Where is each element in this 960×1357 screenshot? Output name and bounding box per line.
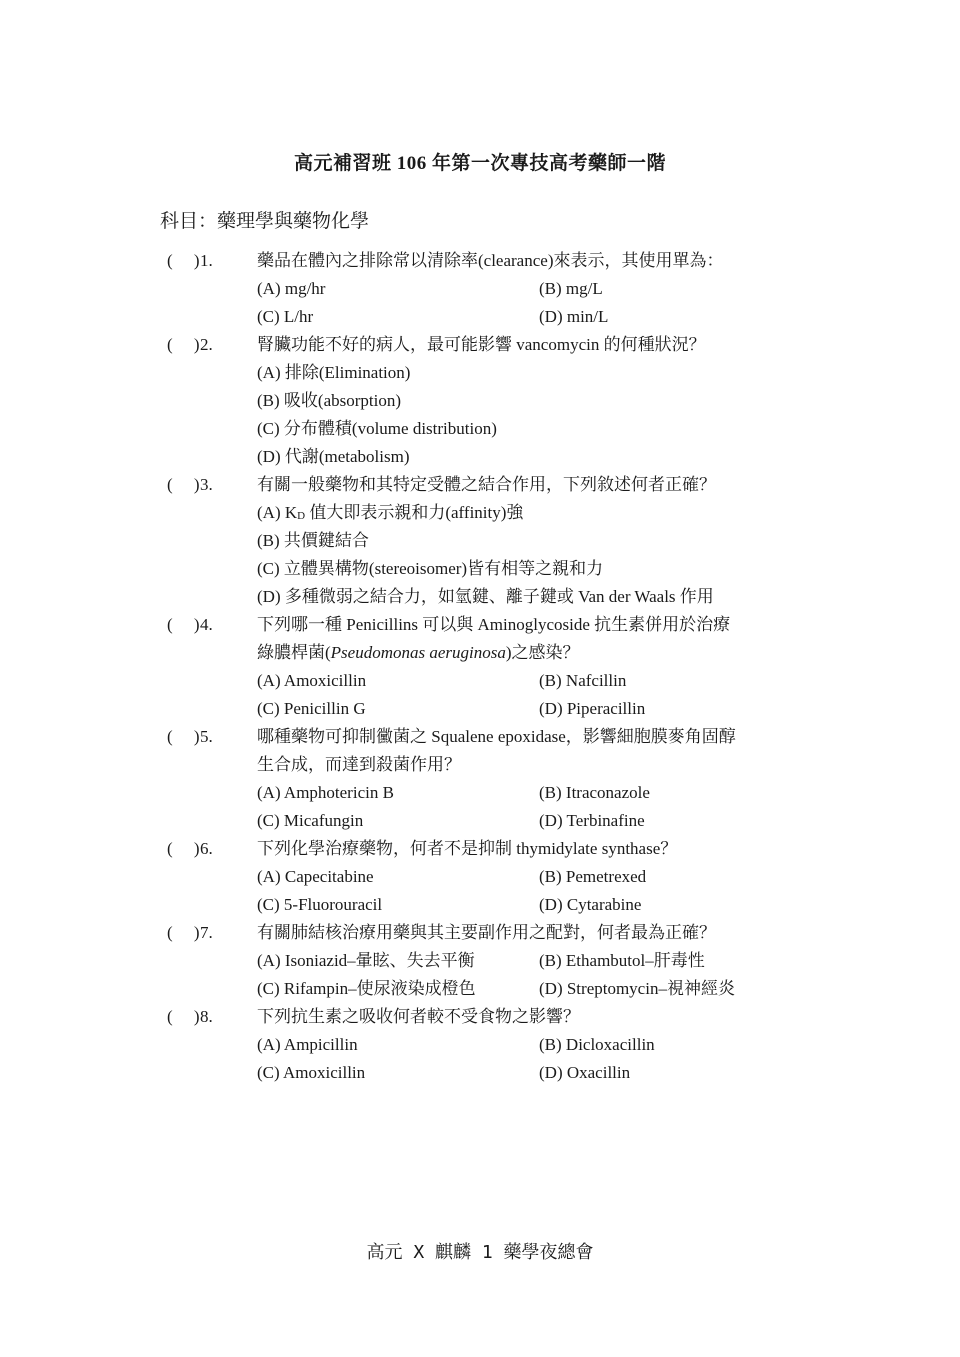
option-c: (C) Penicillin G [257,699,366,718]
option-a: (A) mg/hr [257,279,326,298]
answer-blank[interactable]: ( ) [167,923,200,942]
question-stem: 下列哪一種 Penicillins 可以與 Aminoglycoside 抗生素併用於治療 [257,615,731,634]
question-number: 4. [200,615,213,634]
option-a: (A) Amoxicillin [257,671,367,690]
question-stem: 哪種藥物可抑制黴菌之 Squalene epoxidase，影響細胞膜麥角固醇 [257,727,736,746]
option-d: (D) Terbinafine [539,811,645,830]
option-d: (D) Oxacillin [539,1063,631,1082]
option-d: (D) Cytarabine [539,895,642,914]
question-7 [0,919,960,1003]
question-4 [0,611,960,723]
question-number: 5. [200,727,213,746]
option-a: (A) Isoniazid–暈眩、失去平衡 [257,951,475,970]
option-a: (A) Ampicillin [257,1035,358,1054]
question-stem-continued: 綠膿桿菌(Pseudomonas aeruginosa)之感染？ [257,643,580,662]
answer-blank[interactable]: ( ) [167,475,200,494]
question-1 [0,247,960,331]
answer-blank[interactable]: ( ) [167,335,200,354]
option-a: (A) Amphotericin B [257,783,394,802]
option-a: (A) $K_D$ 值大即表示親和力(affinity)強 [257,503,524,522]
option-c: (C) Rifampin–使尿液染成橙色 [257,979,476,998]
option-d: (D) Streptomycin–視神經炎 [539,979,735,998]
question-stem: 藥品在體內之排除常以清除率(clearance)來表示，其使用單為： [257,251,724,270]
option-b: (B) Itraconazole [539,783,650,802]
option-b: (B) mg/L [539,279,603,298]
question-list [0,247,960,1087]
question-2 [0,331,960,471]
question-number: 7. [200,923,213,942]
option-a: (A) 排除(Elimination) [257,363,411,382]
answer-blank[interactable]: ( ) [167,1007,200,1026]
answer-blank[interactable]: ( ) [167,727,200,746]
option-b: (B) 吸收(absorption) [257,391,402,410]
option-b: (B) Dicloxacillin [539,1035,655,1054]
question-8 [0,1003,960,1087]
question-number: 6. [200,839,213,858]
option-c: (C) L/hr [257,307,314,326]
option-c: (C) 立體異構物(stereoisomer)皆有相等之親和力 [257,559,604,578]
question-stem: 下列抗生素之吸收何者較不受食物之影響？ [257,1007,580,1026]
option-d: (D) min/L [539,307,609,326]
question-number: 1. [200,251,213,270]
question-number: 3. [200,475,213,494]
question-5 [0,723,960,835]
option-c: (C) 分布體積(volume distribution) [257,419,497,438]
question-6 [0,835,960,919]
option-d: (D) Piperacillin [539,699,646,718]
option-b: (B) Ethambutol–肝毒性 [539,951,705,970]
option-c: (C) Amoxicillin [257,1063,366,1082]
option-b: (B) Nafcillin [539,671,627,690]
option-c: (C) 5-Fluorouracil [257,895,383,914]
answer-blank[interactable]: ( ) [167,615,200,634]
option-d: (D) 多種微弱之結合力，如氫鍵、離子鍵或 Van der Waals 作用 [257,587,714,606]
answer-blank[interactable]: ( ) [167,839,200,858]
question-stem: 有關肺結核治療用藥與其主要副作用之配對，何者最為正確？ [257,923,716,942]
option-c: (C) Micafungin [257,811,364,830]
subject-heading: 科目：藥理學與藥物化學 [160,210,370,232]
option-d: (D) 代謝(metabolism) [257,447,410,466]
option-b: (B) Pemetrexed [539,867,647,886]
question-number: 2. [200,335,213,354]
page-title: 高元補習班 106 年第一次專技高考藥師一階 [293,153,666,174]
question-number: 8. [200,1007,213,1026]
question-stem-continued: 生合成，而達到殺菌作用？ [257,755,461,774]
page-footer: 高元 X 麒麟 1 藥學夜總會 [366,1242,594,1263]
option-b: (B) 共價鍵結合 [257,531,369,550]
question-stem: 腎臟功能不好的病人，最可能影響 vancomycin 的何種狀況？ [257,335,706,354]
question-3 [0,471,960,611]
question-stem: 下列化學治療藥物，何者不是抑制 thymidylate synthase？ [257,839,678,858]
option-a: (A) Capecitabine [257,867,374,886]
question-stem: 有關一般藥物和其特定受體之結合作用，下列敘述何者正確？ [257,475,716,494]
answer-blank[interactable]: ( ) [167,251,200,270]
